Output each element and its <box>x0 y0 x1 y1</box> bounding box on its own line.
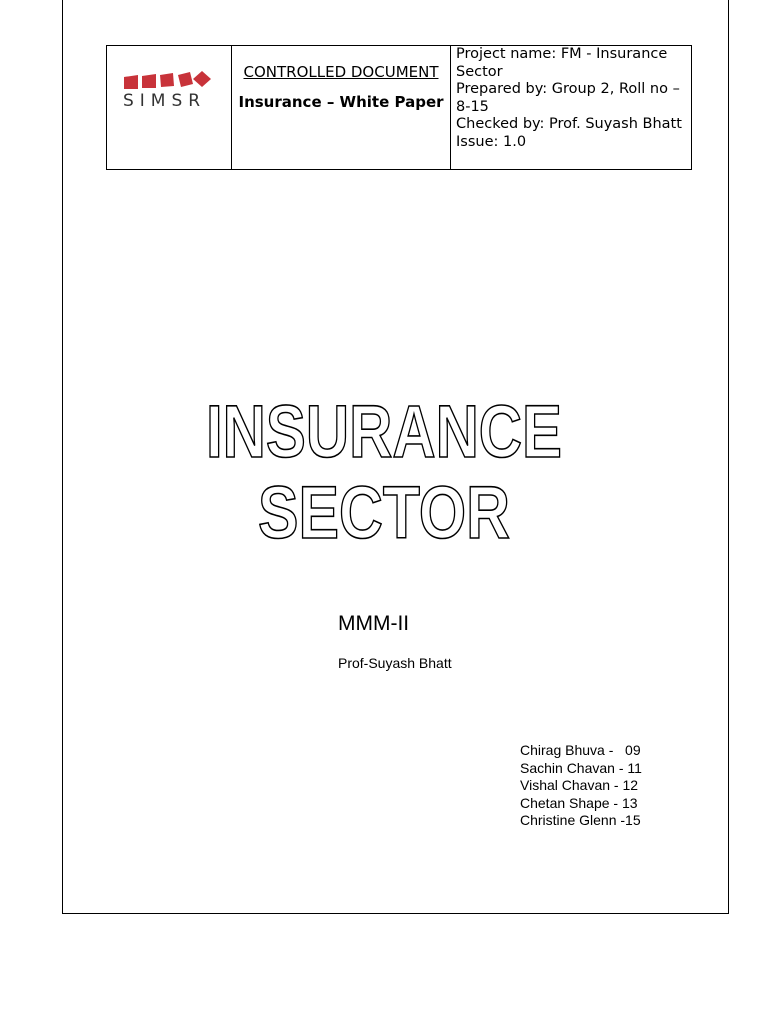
title-line-1: INSURANCE <box>206 390 562 473</box>
title-cell <box>232 46 451 169</box>
prepared-by: Prepared by: Group 2, Roll no – 8-15 <box>456 81 680 115</box>
simsr-logo-mark <box>124 71 224 91</box>
professor-name: Prof-Suyash Bhatt <box>338 655 452 671</box>
member-item: Chirag Bhuva - 09 <box>520 742 641 758</box>
member-item: Chetan Shape - 13 <box>520 794 638 811</box>
title-line-2: SECTOR <box>258 471 510 554</box>
document-type: Insurance – White Paper <box>238 93 444 111</box>
project-name: Project name: FM - Insurance Sector <box>456 46 668 80</box>
member-item: Sachin Chavan - 11 <box>520 759 642 776</box>
group-members <box>520 742 642 830</box>
info-cell <box>451 46 691 169</box>
issue-number: Issue: 1.0 <box>456 133 527 150</box>
document-header-table <box>106 45 692 170</box>
logo-text: SIMSR <box>123 91 207 111</box>
member-item: Vishal Chavan - 12 <box>520 777 639 793</box>
controlled-document-label: CONTROLLED DOCUMENT <box>243 63 439 81</box>
logo-cell <box>107 46 232 169</box>
main-title <box>0 380 768 560</box>
checked-by: Checked by: Prof. Suyash Bhatt <box>456 116 682 133</box>
course-name: MMM-II <box>338 612 410 635</box>
member-item: Christine Glenn -15 <box>520 812 641 828</box>
